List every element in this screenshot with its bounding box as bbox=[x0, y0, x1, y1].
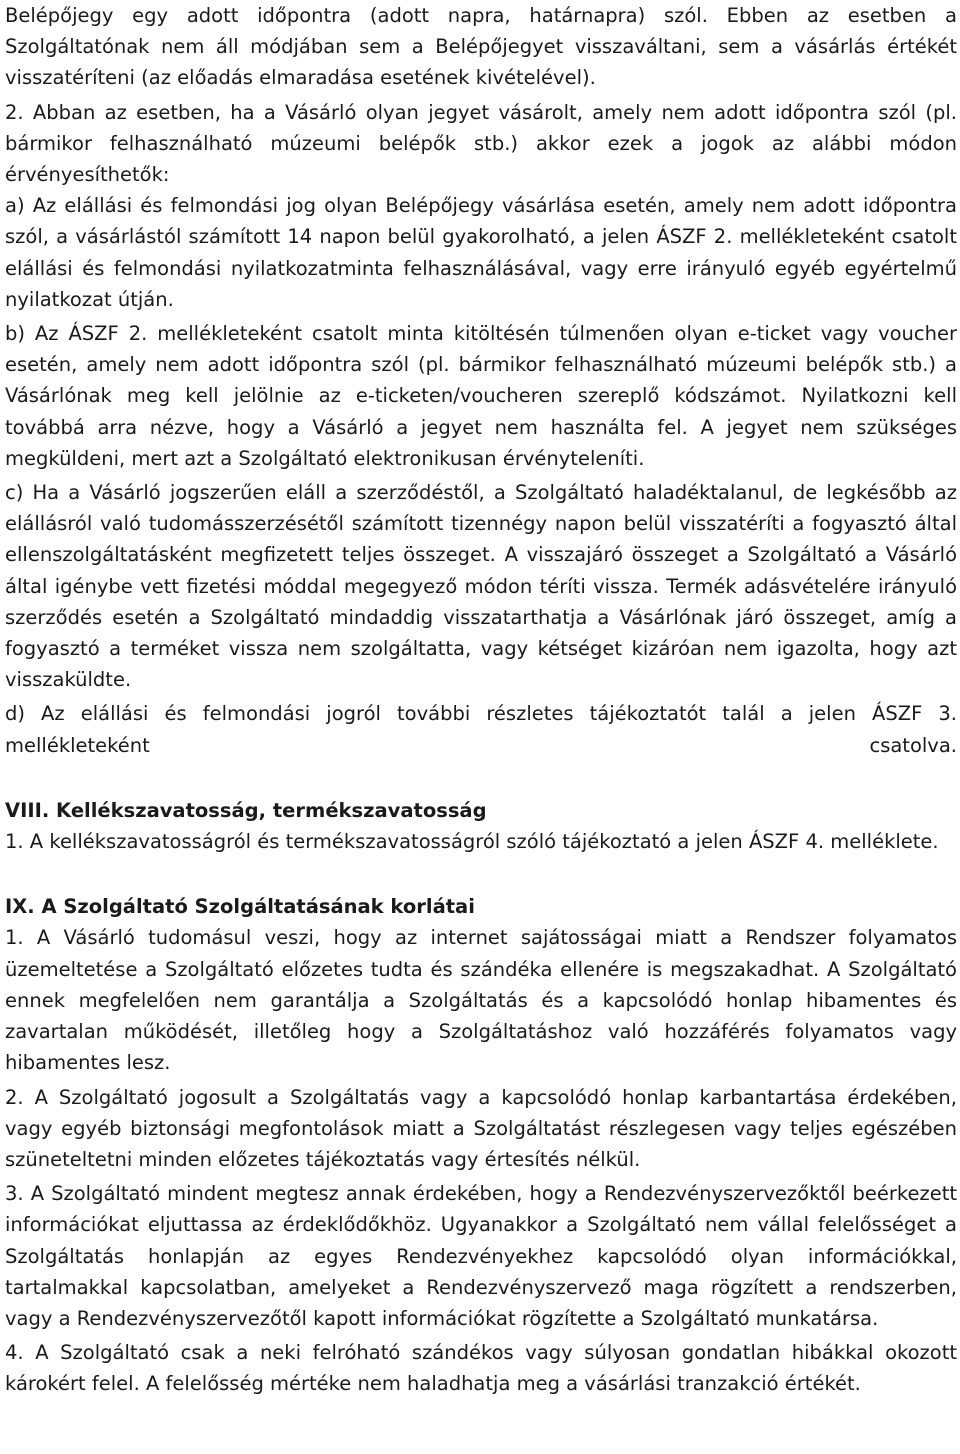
paragraph-warranty-1: 1. A kellékszavatosságról és termékszavatosságról szóló tájékoztató a jelen ÁSZF 4. melléklete. bbox=[5, 830, 939, 854]
paragraph-undated-ticket: 2. Abban az esetben, ha a Vásárló olyan jegyet vásárolt, amely nem adott időpontra szól (pl. bármikor felhasználható múzeumi belépők stb.) akkor ezek a jogok az alábbi módon érvényesíthetők: bbox=[5, 100, 957, 187]
section-spacer bbox=[5, 764, 957, 795]
paragraph-limitations-1: 1. A Vásárló tudomásul veszi, hogy az internet sajátosságai miatt a Rendszer folyamatos üzemeltetése a Szolgáltató előzetes tudta és szándéka ellenére is megszakadhat. A Szolgáltató ennek megfelelően nem garantálja a Szolgáltatás és a kapcsolódó honlap hibamentes és zavartalan működését, illetőleg hogy a Szolgáltatáshoz való hozzáférés folyamatos vagy hibamentes lesz. bbox=[5, 926, 957, 1075]
paragraph-limitations-4: 4. A Szolgáltató csak a neki felróható szándékos vagy súlyosan gondatlan hibákkal okozott károkért felel. A felelősség mértéke nem haladhatja meg a vásárlási tranzakció értékét. bbox=[5, 1341, 957, 1396]
document-page bbox=[5, 0, 957, 1400]
section-spacer bbox=[5, 860, 957, 891]
paragraph-ticket-date: Belépőjegy egy adott időpontra (adott napra, határnapra) szól. Ebben az esetben a Szolgáltatónak nem áll módjában sem a Belépőjegyet visszaváltani, sem a vásárlás értékét visszatéríteni (az előadás elmaradása esetének kivételével). bbox=[5, 4, 957, 90]
paragraph-item-b: b) Az ÁSZF 2. mellékleteként csatolt minta kitöltésén túlmenően olyan e-ticket vagy voucher esetén, amely nem adott időpontra szól (pl. bármikor felhasználható múzeumi belépők stb.) a Vásárlónak meg kell jelölnie az e-ticketen/voucheren szereplő kódszámot. Nyilatkozni kell továbbá arra nézve, hogy a Vásárló a jegyet nem használta fel. A jegyet nem szükséges megküldeni, mert azt a Szolgáltató elektronikusan érvényteleníti. bbox=[5, 322, 957, 470]
section-heading-limitations: IX. A Szolgáltató Szolgáltatásának korlátai bbox=[5, 895, 475, 919]
section-heading-warranty: VIII. Kellékszavatosság, termékszavatosság bbox=[5, 798, 487, 822]
paragraph-limitations-3: 3. A Szolgáltató mindent megtesz annak érdekében, hogy a Rendezvényszervezőktől beérkezett információkat eljuttassa az érdeklődőkhöz. Ugyanakkor a Szolgáltató nem vállal felelősséget a Szolgáltatás honlapján az egyes Rendezvényekhez kapcsolódó olyan információkkal, tartalmakkal kapcsolatban, amelyeket a Rendezvényszervező maga rögzített a rendszerben, vagy a Rendezvényszervezőtől kapott információkat rögzítette a Szolgáltató munkatársa. bbox=[5, 1182, 957, 1330]
paragraph-limitations-2: 2. A Szolgáltató jogosult a Szolgáltatás vagy a kapcsolódó honlap karbantartása érdekében, vagy egyéb biztonsági megfontolások miatt a Szolgáltatást részlegesen vagy teljes egészében szüneteltetni minden előzetes tájékoztatás vagy értesítés nélkül. bbox=[5, 1085, 957, 1171]
paragraph-item-a: a) Az elállási és felmondási jog olyan Belépőjegy vásárlása esetén, amely nem adott időpontra szól, a vásárlástól számított 14 napon belül gyakorolható, a jelen ÁSZF 2. mellékleteként csatolt elállási és felmondási nyilatkozatminta felhasználásával, vagy erre irányuló egyéb egyértelmű nyilatkozat útján. bbox=[5, 194, 957, 311]
paragraph-item-d: d) Az elállási és felmondási jogról további részletes tájékoztatót talál a jelen ÁSZF 3. mellékleteként csatolva. bbox=[5, 702, 957, 757]
paragraph-item-c: c) Ha a Vásárló jogszerűen eláll a szerződéstől, a Szolgáltató haladéktalanul, de legkésőbb az elállásról való tudomásszerzésétől számított tizennégy napon belül visszatéríti a fogyasztó által ellenszolgáltatásként megfizetett teljes összeget. A visszajáró összeget a Szolgáltató a Vásárló által igénybe vett fizetési móddal megegyező módon téríti vissza. Termék adásvételére irányuló szerződés esetén a Szolgáltató mindaddig visszatarthatja a Vásárlónak járó összeget, amíg a fogyasztó a terméket vissza nem szolgáltatta, vagy kétséget kizáróan nem igazolta, hogy azt visszaküldte. bbox=[5, 481, 957, 692]
